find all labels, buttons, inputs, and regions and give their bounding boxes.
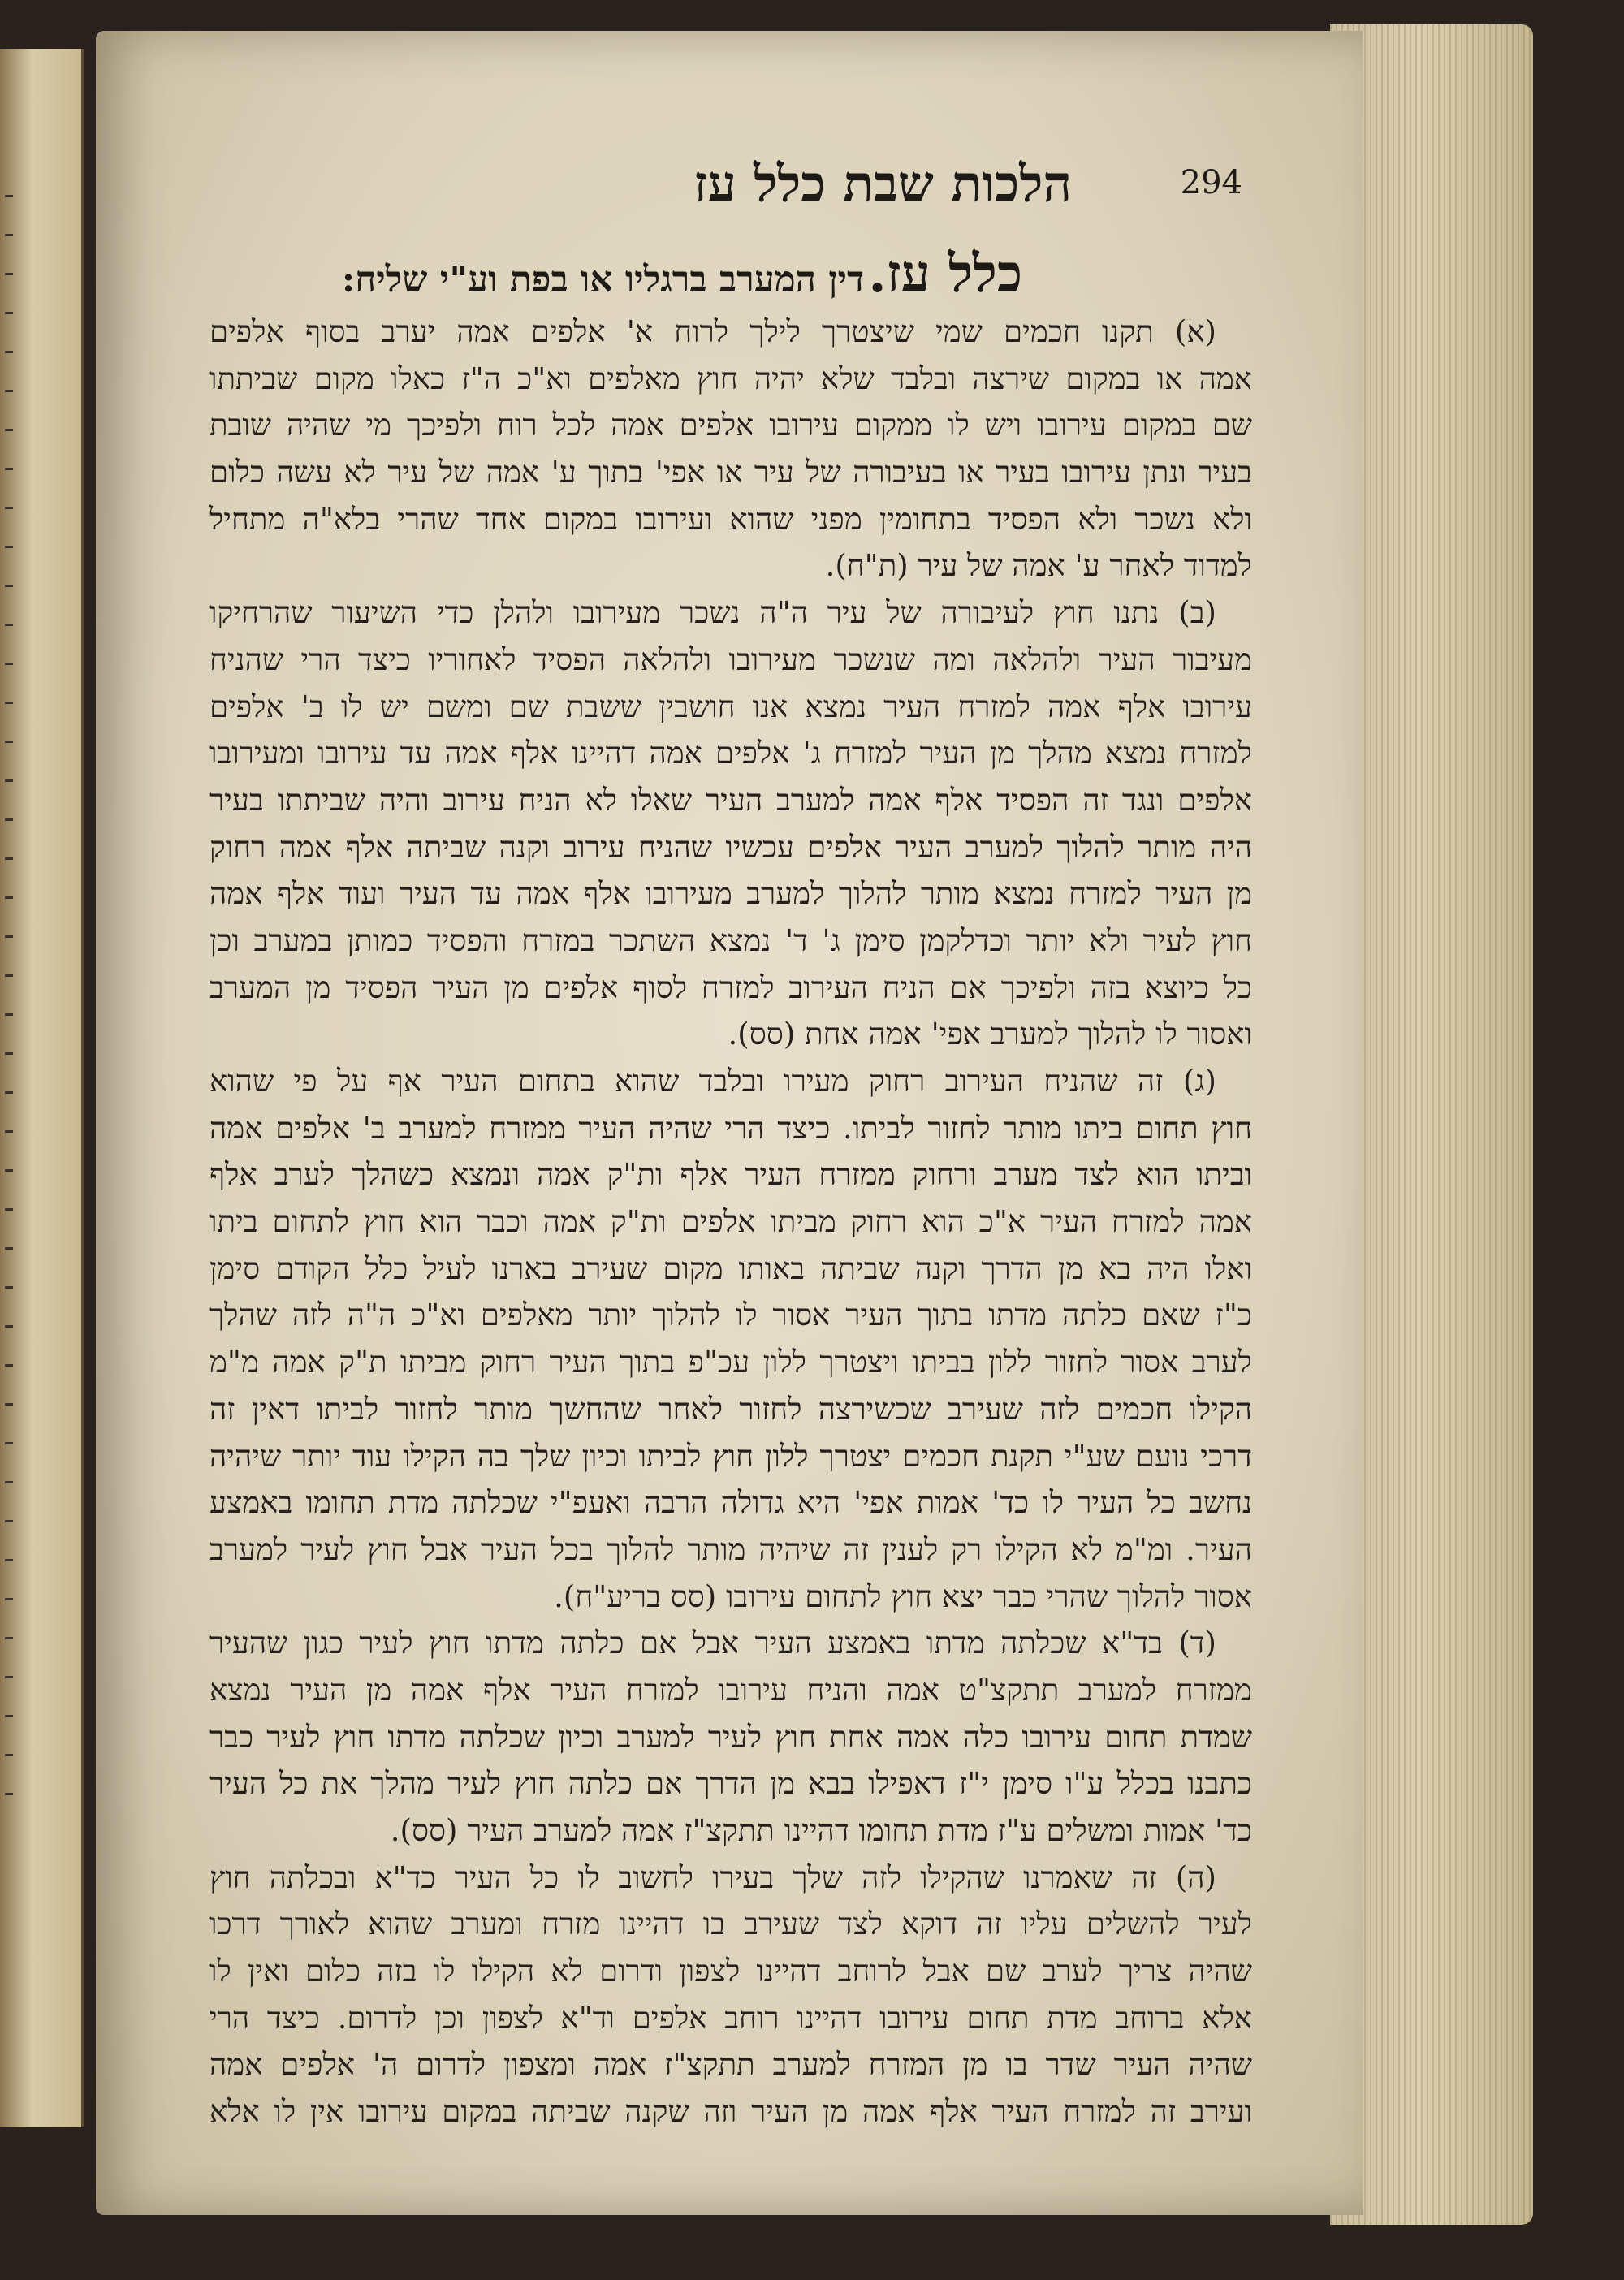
text-line: אמה למזרח העיר א"כ הוא רחוק מביתו אלפים ות"ק אמה וכבר הוא חוץ לתחום ביתו [209,1204,1252,1240]
text-line: לערב אסור לחזור ללון בביתו ויצטרך ללון עכ"פ בתוך העיר רחוק מביתו ת"ק אמה מ"מ [209,1345,1252,1380]
text-line: (א) תקנו חכמים שמי שיצטרך לילך לרוח א' אלפים אמה יערב בסוף אלפים [209,314,1216,349]
text-line: ולא נשכר ולא הפסיד בתחומין מפני שהוא ועירובו במקום אחד שהרי בלא"ה מתחיל [209,501,1252,537]
running-title: הלכות שבת כלל עז [693,154,1072,214]
text-line: ועירב זה למזרח העיר אלף אמה מן העיר וזה שקנה שביתה במקום עירובו אין לו אלא [209,2094,1252,2130]
paragraph-he [209,1855,1252,2135]
chapter-heading [244,244,1121,304]
page-header [187,154,1242,227]
text-line: כתבנו בכלל ע"ו סימן י"ז דאפילו בבא מן הדרך אם כלתה חוץ לעיר מהלך את כל העיר [209,1766,1252,1802]
text-line: (ג) זה שהניח העירוב רחוק מעירו ובלבד שהוא בתחום העיר אף על פי שהוא [209,1064,1216,1099]
text-line: אסור להלוך שהרי כבר יצא חוץ לתחום עירובו (סס בריע"ח). [554,1578,1252,1614]
text-line: כד' אמות ומשלים ע"ז מדת תחומו דהיינו תתקצ"ז אמה למערב העיר (סס). [390,1813,1252,1848]
body-text [209,309,1252,2135]
text-line: למדוד לאחר ע' אמה של עיר (ת"ח). [825,548,1252,584]
paragraph-dalet [209,1620,1252,1854]
text-line: אמה או במקום שירצה ובלבד שלא יהיה חוץ מאלפים וא"כ ה"ז כאלו מקום שביתתו [209,361,1252,396]
text-line: אלא ברוחב מדת תחום עירובו דהיינו רוחב אלפים וד"א לצפון וכן לדרום. כיצד הרי [209,2000,1252,2036]
text-line: שהיה צריך לערב שם אבל לרוחב דהיינו לצפון ודרום לא הקילו לו בזה כלום ואין לו [209,1954,1252,1989]
text-line: העיר. ומ"מ לא הקילו רק לענין זה שיהיה מותר להלוך בכל העיר אבל חוץ לעיר למערב [209,1531,1252,1567]
text-line: מן העיר למזרח נמצא מותר להלוך למערב מעירובו אלף אמה עד העיר ועוד אלף אמה [209,876,1252,912]
text-line: לעיר להשלים עליו זה דוקא לצד שעירב בו דהיינו מזרח ומערב שהוא לאורך דרכו [209,1906,1252,1942]
paragraph-alef [209,309,1252,589]
text-line: (ב) נתנו חוץ לעיבורה של עיר ה"ה נשכר מעירובו ולהלן כדי השיעור שהרחיקו [209,595,1216,631]
text-line: שם במקום עירובו ויש לו ממקום עירובו אלפים אמה לכל רוח ולפיכך מי שהיה שובת [209,408,1252,443]
chapter-title: דין המערב ברגליו או בפת וע"י שליח: [341,259,865,300]
text-line: חוץ לעיר ולא יותר וכדלקמן סימן ג' ד' נמצא השתכר במזרח והפסיד כמותן במערב וכן [209,922,1252,958]
paragraph-gimel [209,1058,1252,1620]
text-line: דרכי נועם שע"י תקנת חכמים יצטרך ללון חוץ לביתו וכיון שלך בה הקילו עוד יותר שיהיה [209,1438,1252,1474]
facing-page-text-edge [5,195,13,1819]
text-line: וביתו הוא לצד מערב ורחוק ממזרח העיר אלף ות"ק אמה ונמצא כשהלך לערב אלף [209,1157,1252,1193]
text-line: (ה) זה שאמרנו שהקילו לזה שלך בעירו לחשוב לו כל העיר כד"א ובכלתה חוץ [209,1859,1216,1895]
text-line: היה מותר להלוך למערב העיר אלפים עכשיו שהניח עירוב וקנה שביתה אלף אמה רחוק [209,829,1252,865]
text-line: ואסור לו להלוך למערב אפי' אמה אחת (סס). [728,1017,1252,1052]
text-line: חוץ תחום ביתו מותר לחזור לביתו. כיצד הרי שהיה העיר ממזרח למערב ב' אלפים אמה [209,1110,1252,1146]
chapter-number: כלל עז. [868,244,1023,304]
text-line: כל כיוצא בזה ולפיכך אם הניח העירוב למזרח לסוף אלפים מן העיר הפסיד מן המערב [209,969,1252,1005]
text-line: עירובו אלף אמה למזרח העיר נמצא אנו חושבין ששבת שם ומשם יש לו ב' אלפים [209,689,1252,724]
text-line: שמדת תחום עירובו כלה אמה אחת חוץ לעיר למערב וכיון שכלתה מדתו חוץ לעיר כבר [209,1719,1252,1755]
page-number: 294 [1180,164,1242,201]
text-line: ואלו היה בא מן הדרך וקנה שביתה באותו מקום שעירב בארנו לעיל כלל הקודם סימן [209,1250,1252,1286]
paragraph-bet [209,589,1252,1058]
text-line: מעיבור העיר ולהלאה ומה שנשכר מעירובו ולהלאה הפסיד לאחוריו כיצד הרי שהניח [209,641,1252,677]
text-line: אלפים ונגד זה הפסיד אלף אמה למערב העיר שאלו לא הניח עירוב והיה שביתתו בעיר [209,782,1252,818]
text-line: בעיר ונתן עירובו בעיר או בעיבורה של עיר או אפי' בתוך ע' אמה של עיר לא עשה כלום [209,455,1252,490]
text-line: ממזרח למערב תתקצ"ט אמה והניח עירובו למזרח העיר אלף אמה מן העיר נמצא [209,1672,1252,1708]
text-line: נחשב כל העיר לו כד' אמות אפי' היא גדולה הרבה ואעפ"י שכלתה מדת תחומו באמצע [209,1485,1252,1521]
text-line: (ד) בד"א שכלתה מדתו באמצע העיר אבל אם כלתה מדתו חוץ לעיר כגון שהעיר [209,1626,1216,1661]
text-line: למזרח נמצא מהלך מן העיר למזרח ג' אלפים אמה דהיינו אלף אמה עד עירובו ומעירובו [209,736,1252,771]
text-line: כ"ז שאם כלתה מדתו בתוך העיר אסור לו להלוך יותר מאלפים וא"כ ה"ה לזה שהלך [209,1298,1252,1333]
text-line: שהיה העיר שדר בו מן המזרח למערב תתקצ"ז אמה ומצפון לדרום ה' אלפים אמה [209,2047,1252,2083]
text-line: הקילו חכמים לזה שעירב שכשירצה לחזור לאחר שהחשך מותר לחזור לביתו דאין זה [209,1391,1252,1427]
facing-page-edge [0,49,84,2127]
